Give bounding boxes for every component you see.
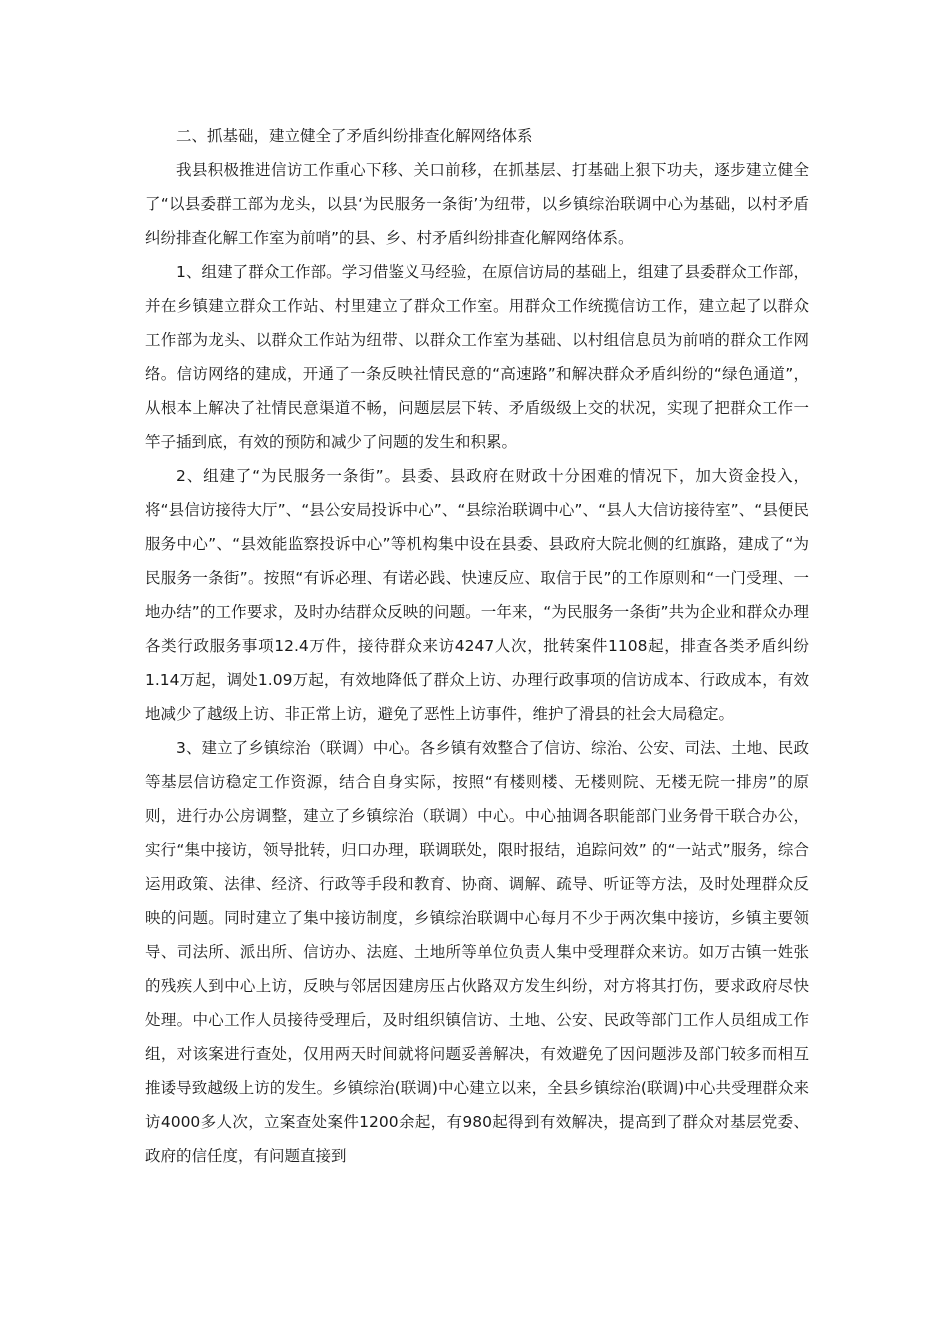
paragraph-township-center: 3、建立了乡镇综治（联调）中心。各乡镇有效整合了信访、综治、公安、司法、土地、民政等基层信访稳定工作资源，结合自身实际，按照“有楼则楼、无楼则院、无楼无院一排房”的原则，进行办公房调整，建立了乡镇综治（联调）中心。中心抽调各职能部门业务骨干联合办公，实行“集中接访，领导批转，归口办理，联调联处，限时报结，追踪问效” 的“一站式”服务，综合运用政策、法律、经济、行政等手段和教育、协商、调解、疏导、听证等方法，及时处理群众反映的问题。同时建立了集中接访制度，乡镇综治联调中心每月不少于两次集中接访，乡镇主要领导、司法所、派出所、信访办、法庭、土地所等单位负责人集中受理群众来访。如万古镇一姓张的残疾人到中心上访，反映与邻居因建房压占伙路双方发生纠纷，对方将其打伤，要求政府尽快处理。中心工作人员接待受理后，及时组织镇信访、土地、公安、民政等部门工作人员组成工作组，对该案进行查处，仅用两天时间就将问题妥善解决，有效避免了因问题涉及部门较多而相互推诿导致越级上访的发生。乡镇综治(联调)中心建立以来，全县乡镇综治(联调)中心共受理群众来访4000多人次，立案查处案件1200余起，有980起得到有效解决，提高到了群众对基层党委、政府的信任度，有问题直接到 — [145, 739, 809, 1165]
paragraph-mass-work-department: 1、组建了群众工作部。学习借鉴义马经验，在原信访局的基础上，组建了县委群众工作部，并在乡镇建立群众工作站、村里建立了群众工作室。用群众工作统揽信访工作，建立起了以群众工作部为龙头、以群众工作站为纽带、以群众工作室为基础、以村组信息员为前哨的群众工作网络。信访网络的建成，开通了一条反映社情民意的“高速路”和解决群众矛盾纠纷的“绿色通道”，从根本上解决了社情民意渠道不畅，问题层层下转、矛盾级级上交的状况，实现了把群众工作一竿子插到底，有效的预防和减少了问题的发生和积累。 — [145, 263, 809, 451]
document-body — [145, 119, 809, 1173]
paragraph-service-street: 2、组建了“为民服务一条街”。县委、县政府在财政十分困难的情况下，加大资金投入，将“县信访接待大厅”、“县公安局投诉中心”、“县综治联调中心”、“县人大信访接待室”、“县便民服务中心”、“县效能监察投诉中心”等机构集中设在县委、县政府大院北侧的红旗路，建成了“为民服务一条街”。按照“有诉必理、有诺必践、快速反应、取信于民”的工作原则和“一门受理、一地办结”的工作要求，及时办结群众反映的问题。一年来，“为民服务一条街”共为企业和群众办理各类行政服务事项12.4万件，接待群众来访4247人次，批转案件1108起，排查各类矛盾纠纷1.14万起，调处1.09万起，有效地降低了群众上访、办理行政事项的信访成本、行政成本，有效地减少了越级上访、非正常上访，避免了恶性上访事件，维护了滑县的社会大局稳定。 — [145, 467, 809, 723]
section-heading: 二、抓基础，建立健全了矛盾纠纷排查化解网络体系 — [176, 127, 533, 145]
intro-paragraph: 我县积极推进信访工作重心下移、关口前移，在抓基层、打基础上狠下功夫，逐步建立健全了“以县委群工部为龙头，以县‘为民服务一条街’为纽带，以乡镇综治联调中心为基础，以村矛盾纠纷排查化解工作室为前哨”的县、乡、村矛盾纠纷排查化解网络体系。 — [145, 161, 809, 247]
